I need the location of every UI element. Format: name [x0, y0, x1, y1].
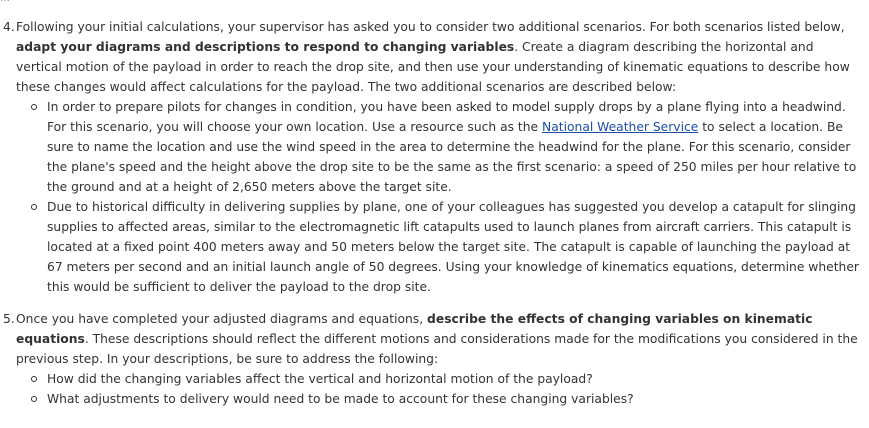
step-5-intro-end: . These descriptions should reflect the different motions and considerations made for the modifications you considered in the previous step. In your descriptions, be sure to address the following:: [16, 332, 858, 366]
step-4-intro-start: Following your initial calculations, your supervisor has asked you to consider two additional scenarios. For both scenarios listed below,: [16, 20, 845, 34]
question-adjustments-text: What adjustments to delivery would need to be made to account for these changing variables?: [47, 392, 634, 406]
step-number: 4.: [3, 20, 15, 34]
steps-list: [0, 17, 862, 409]
scenario-catapult: [16, 197, 862, 297]
cropped-text-fragment: [0, 0, 869, 1]
question-adjustments: [16, 389, 862, 409]
instructions-document: [0, 17, 862, 409]
question-motion-text: How did the changing variables affect the vertical and horizontal motion of the payload?: [47, 372, 593, 386]
step-4-intro: [16, 17, 862, 97]
scenario-headwind-text-end: to select a location. Be sure to name the location and use the wind speed in the area to determine the headwind for the plane. For this scenario, consider the plane's speed and the height above the drop site to be the same as the first scenario: a speed of 250 miles per hour relative to the ground and at a height of 2,650 meters above the target site.: [47, 120, 857, 194]
scenario-catapult-text: Due to historical difficulty in delivering supplies by plane, one of your colleagues has suggested you develop a catapult for slinging supplies to affected areas, similar to the electromagnetic lift catapults used to launch planes from aircraft carriers. This catapult is located at a fixed point 400 meters away and 50 meters below the target site. The catapult is capable of launching the payload at 67 meters per second and an initial launch angle of 50 degrees. Using your knowledge of kinematics equations, determine whether this would be sufficient to deliver the payload to the drop site.: [47, 200, 859, 294]
scenario-headwind-text-start: In order to prepare pilots for changes in condition, you have been asked to model supply drops by a plane flying into a headwind. For this scenario, you will choose your own location. Use a resource such as the: [47, 100, 846, 134]
scenario-headwind: [16, 97, 862, 197]
step-4: [0, 17, 862, 297]
step-5-emphasis: describe the effects of changing variables on kinematic equations: [16, 312, 813, 346]
step-4-emphasis: adapt your diagrams and descriptions to respond to changing variables: [16, 40, 515, 54]
step-5-intro-start: Once you have completed your adjusted diagrams and equations,: [16, 312, 428, 326]
step-5: [0, 309, 862, 409]
national-weather-service-link[interactable]: National Weather Service: [542, 120, 699, 134]
question-list: [16, 369, 862, 409]
scenario-list: [16, 97, 862, 297]
step-5-intro: [16, 309, 862, 369]
step-4-intro-end: . Create a diagram describing the horizontal and vertical motion of the payload in order to reach the drop site, and then use your understanding of kinematic equations to describe how these changes would affect calculations for the payload. The two additional scenarios are described below:: [16, 40, 850, 94]
question-motion: [16, 369, 862, 389]
step-number: 5.: [3, 312, 15, 326]
